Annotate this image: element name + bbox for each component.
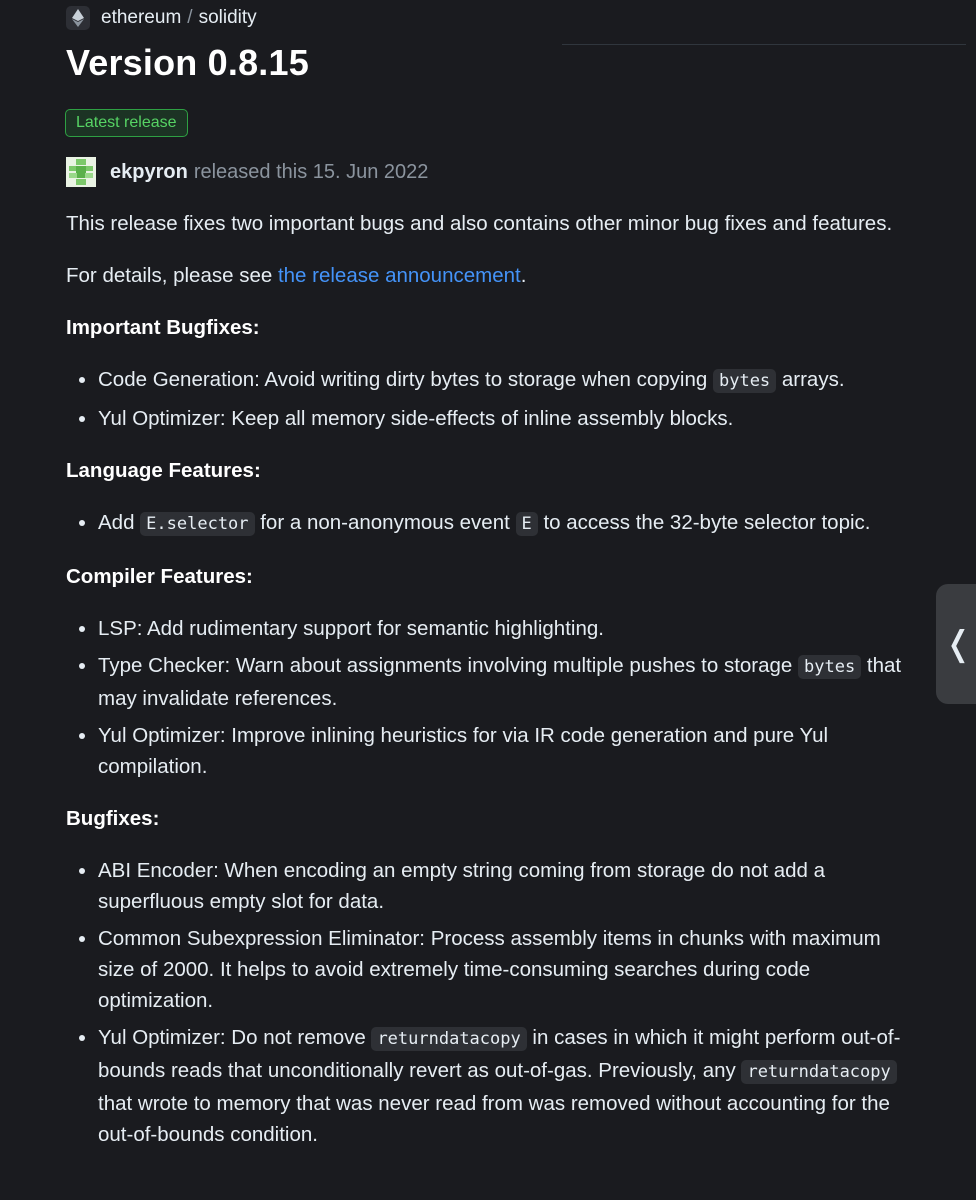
compiler-features-heading: Compiler Features:	[66, 565, 253, 588]
breadcrumb-separator: /	[187, 7, 193, 28]
list-item-text: Yul Optimizer: Improve inlining heuristics for via IR code generation and pure Yul compilation.	[98, 724, 829, 778]
list-item	[98, 403, 906, 434]
list-item-text: ABI Encoder: When encoding an empty string coming from storage do not add a superfluous empty slot for data.	[98, 859, 826, 913]
list-item	[98, 855, 906, 917]
release-date-text: released this 15. Jun 2022	[193, 160, 429, 183]
release-notes-body	[66, 208, 906, 1171]
ethereum-logo-icon[interactable]	[66, 6, 90, 30]
list-item	[98, 720, 906, 782]
inline-code: E	[516, 512, 538, 536]
list-item-text: Common Subexpression Eliminator: Process assembly items in chunks with maximum size of 2000. It helps to avoid extremely time-consuming searches during code optimization.	[98, 927, 881, 1012]
language-features-heading: Language Features:	[66, 459, 261, 482]
author-link[interactable]: ekpyron	[110, 160, 188, 183]
list-item	[98, 650, 906, 714]
inline-code: bytes	[798, 655, 861, 679]
breadcrumb-org-link[interactable]: ethereum	[101, 7, 182, 28]
list-item-text: Add	[98, 511, 141, 534]
list-item-text: that may invalidate references.	[98, 654, 902, 710]
release-author-row	[66, 156, 428, 188]
list-item-text: Yul Optimizer: Do not remove	[98, 1026, 372, 1049]
bugfixes-heading: Bugfixes:	[66, 807, 160, 830]
list-item-text: LSP: Add rudimentary support for semantic highlighting.	[98, 617, 604, 640]
bugfixes-list	[66, 855, 906, 1150]
list-item	[98, 364, 906, 397]
list-item-text: for a non-anonymous event	[254, 511, 516, 534]
inline-code: returndatacopy	[371, 1027, 526, 1051]
side-panel-handle[interactable]	[936, 584, 976, 704]
list-item	[98, 1022, 906, 1150]
important-bugfixes-list	[66, 364, 906, 434]
list-item-text: Type Checker: Warn about assignments involving multiple pushes to storage	[98, 654, 799, 677]
list-item	[98, 923, 906, 1016]
intro-paragraph: This release fixes two important bugs and also contains other minor bug fixes and features.	[66, 212, 893, 235]
inline-code: bytes	[713, 369, 776, 393]
release-announcement-link[interactable]: the release announcement	[277, 264, 521, 287]
chevron-left-icon: ❬	[944, 625, 973, 663]
list-item-text: to access the 32-byte selector topic.	[537, 511, 871, 534]
important-bugfixes-heading: Important Bugfixes:	[66, 316, 260, 339]
list-item	[98, 613, 906, 644]
details-prefix: For details, please see	[66, 264, 278, 287]
header-divider	[562, 44, 966, 45]
list-item-text: arrays.	[776, 368, 845, 391]
author-avatar[interactable]	[66, 157, 96, 187]
list-item-text: in cases in which it might perform out-of-bounds reads that unconditionally revert as out-of-gas. Previously, any	[98, 1026, 901, 1082]
list-item-text: Code Generation: Avoid writing dirty bytes to storage when copying	[98, 368, 713, 391]
breadcrumb-repo-link[interactable]: solidity	[198, 7, 257, 28]
list-item-text: Yul Optimizer: Keep all memory side-effects of inline assembly blocks.	[98, 407, 734, 430]
language-features-list	[66, 507, 906, 540]
inline-code: E.selector	[140, 512, 254, 536]
breadcrumb	[66, 4, 257, 32]
inline-code: returndatacopy	[741, 1060, 896, 1084]
list-item	[98, 507, 906, 540]
latest-release-badge: Latest release	[65, 109, 188, 137]
compiler-features-list	[66, 613, 906, 782]
details-paragraph	[66, 260, 906, 291]
list-item-text: that wrote to memory that was never read from was removed without accounting for the out-of-bounds condition.	[98, 1092, 890, 1146]
details-suffix: .	[520, 264, 527, 287]
release-title: Version 0.8.15	[66, 42, 309, 83]
